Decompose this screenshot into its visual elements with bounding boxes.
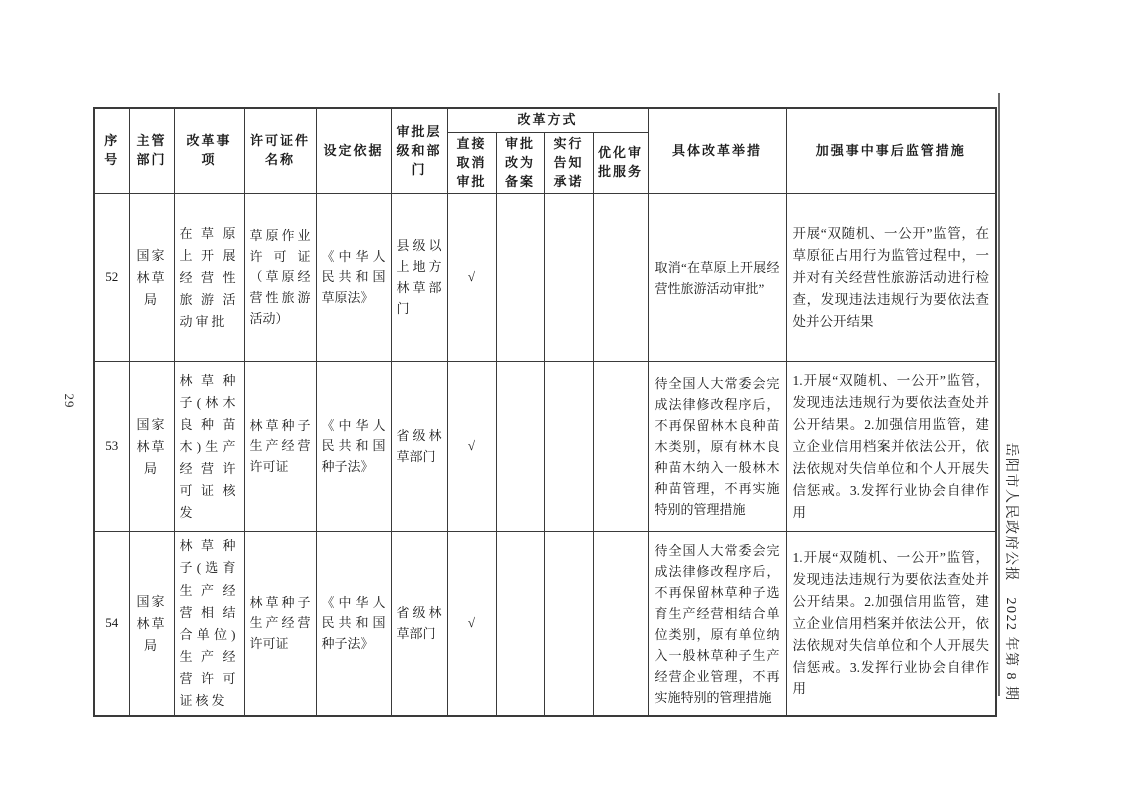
header-dept: 主管部门 <box>129 108 174 194</box>
cell-item: 林草种子(选育生产经营相结合单位)生产经营许可证核发 <box>174 532 244 716</box>
table-row-52 <box>94 194 996 362</box>
gazette-side-title: 岳阳市人民政府公报 2022 年第 8 期 <box>1003 442 1018 702</box>
cell-supervision: 开展“双随机、一公开”监管，在草原征占用行为监管过程中，一并对有关经营性旅游活动进行检查，发现违法违规行为要依法查处并公开结果 <box>786 194 996 362</box>
cell-measures: 待全国人大常委会完成法律修改程序后，不再保留林木良种苗木类别，原有林木良种苗木纳入一般林木种苗管理，不再实施特别的管理措施 <box>648 362 786 532</box>
cell-notify-commit <box>544 532 593 716</box>
cell-basis: 《中华人民共和国草原法》 <box>316 194 391 362</box>
table-row-53 <box>94 362 996 532</box>
cell-to-record <box>496 194 544 362</box>
header-supervision: 加强事中事后监管措施 <box>786 108 996 194</box>
cell-level: 县级以上地方林草部门 <box>391 194 447 362</box>
cell-license: 林草种子生产经营许可证 <box>244 362 316 532</box>
header-measures: 具体改革举措 <box>648 108 786 194</box>
header-to-record: 审批改为备案 <box>496 132 544 194</box>
reform-items-table <box>93 107 997 717</box>
header-basis: 设定依据 <box>316 108 391 194</box>
cell-notify-commit <box>544 194 593 362</box>
cell-basis: 《中华人民共和国种子法》 <box>316 362 391 532</box>
cell-dept: 国家林草局 <box>129 362 174 532</box>
cell-seq: 54 <box>94 532 129 716</box>
cell-dept: 国家林草局 <box>129 532 174 716</box>
header-level: 审批层级和部门 <box>391 108 447 194</box>
cell-dept: 国家林草局 <box>129 194 174 362</box>
cell-to-record <box>496 362 544 532</box>
page-number: 29 <box>62 393 77 409</box>
cell-optimize <box>593 194 648 362</box>
header-seq: 序号 <box>94 108 129 194</box>
cell-optimize <box>593 362 648 532</box>
header-notify-commit: 实行告知承诺 <box>544 132 593 194</box>
cell-basis: 《中华人民共和国种子法》 <box>316 532 391 716</box>
cell-supervision: 1.开展“双随机、一公开”监管，发现违法违规行为要依法查处并公开结果。2.加强信用监管，建立企业信用档案并依法公开，依法依规对失信单位和个人开展失信惩戒。3.发挥行业协会自律作用 <box>786 362 996 532</box>
cell-to-record <box>496 532 544 716</box>
cell-level: 省级林草部门 <box>391 532 447 716</box>
header-direct-cancel: 直接取消审批 <box>447 132 496 194</box>
cell-direct-cancel-check: √ <box>447 194 496 362</box>
cell-notify-commit <box>544 362 593 532</box>
cell-seq: 52 <box>94 194 129 362</box>
cell-license: 草原作业许可证（草原经营性旅游活动） <box>244 194 316 362</box>
cell-item: 在草原上开展经营性旅游活动审批 <box>174 194 244 362</box>
cell-supervision: 1.开展“双随机、一公开”监管，发现违法违规行为要依法查处并公开结果。2.加强信用监管，建立企业信用档案并依法公开，依法依规对失信单位和个人开展失信惩戒。3.发挥行业协会自律作用 <box>786 532 996 716</box>
header-item: 改革事项 <box>174 108 244 194</box>
cell-measures: 待全国人大常委会完成法律修改程序后，不再保留林草种子选育生产经营相结合单位类别，原有单位纳入一般林草种子生产经营企业管理，不再实施特别的管理措施 <box>648 532 786 716</box>
cell-optimize <box>593 532 648 716</box>
cell-direct-cancel-check: √ <box>447 362 496 532</box>
cell-item: 林草种子(林木良种苗木)生产经营许可证核发 <box>174 362 244 532</box>
table-row-54 <box>94 532 996 716</box>
header-license: 许可证件名称 <box>244 108 316 194</box>
cell-measures: 取消“在草原上开展经营性旅游活动审批” <box>648 194 786 362</box>
cell-direct-cancel-check: √ <box>447 532 496 716</box>
header-reform-method: 改革方式 <box>447 108 648 132</box>
cell-level: 省级林草部门 <box>391 362 447 532</box>
cell-license: 林草种子生产经营许可证 <box>244 532 316 716</box>
header-optimize: 优化审批服务 <box>593 132 648 194</box>
page-border-line <box>998 93 1000 696</box>
cell-seq: 53 <box>94 362 129 532</box>
